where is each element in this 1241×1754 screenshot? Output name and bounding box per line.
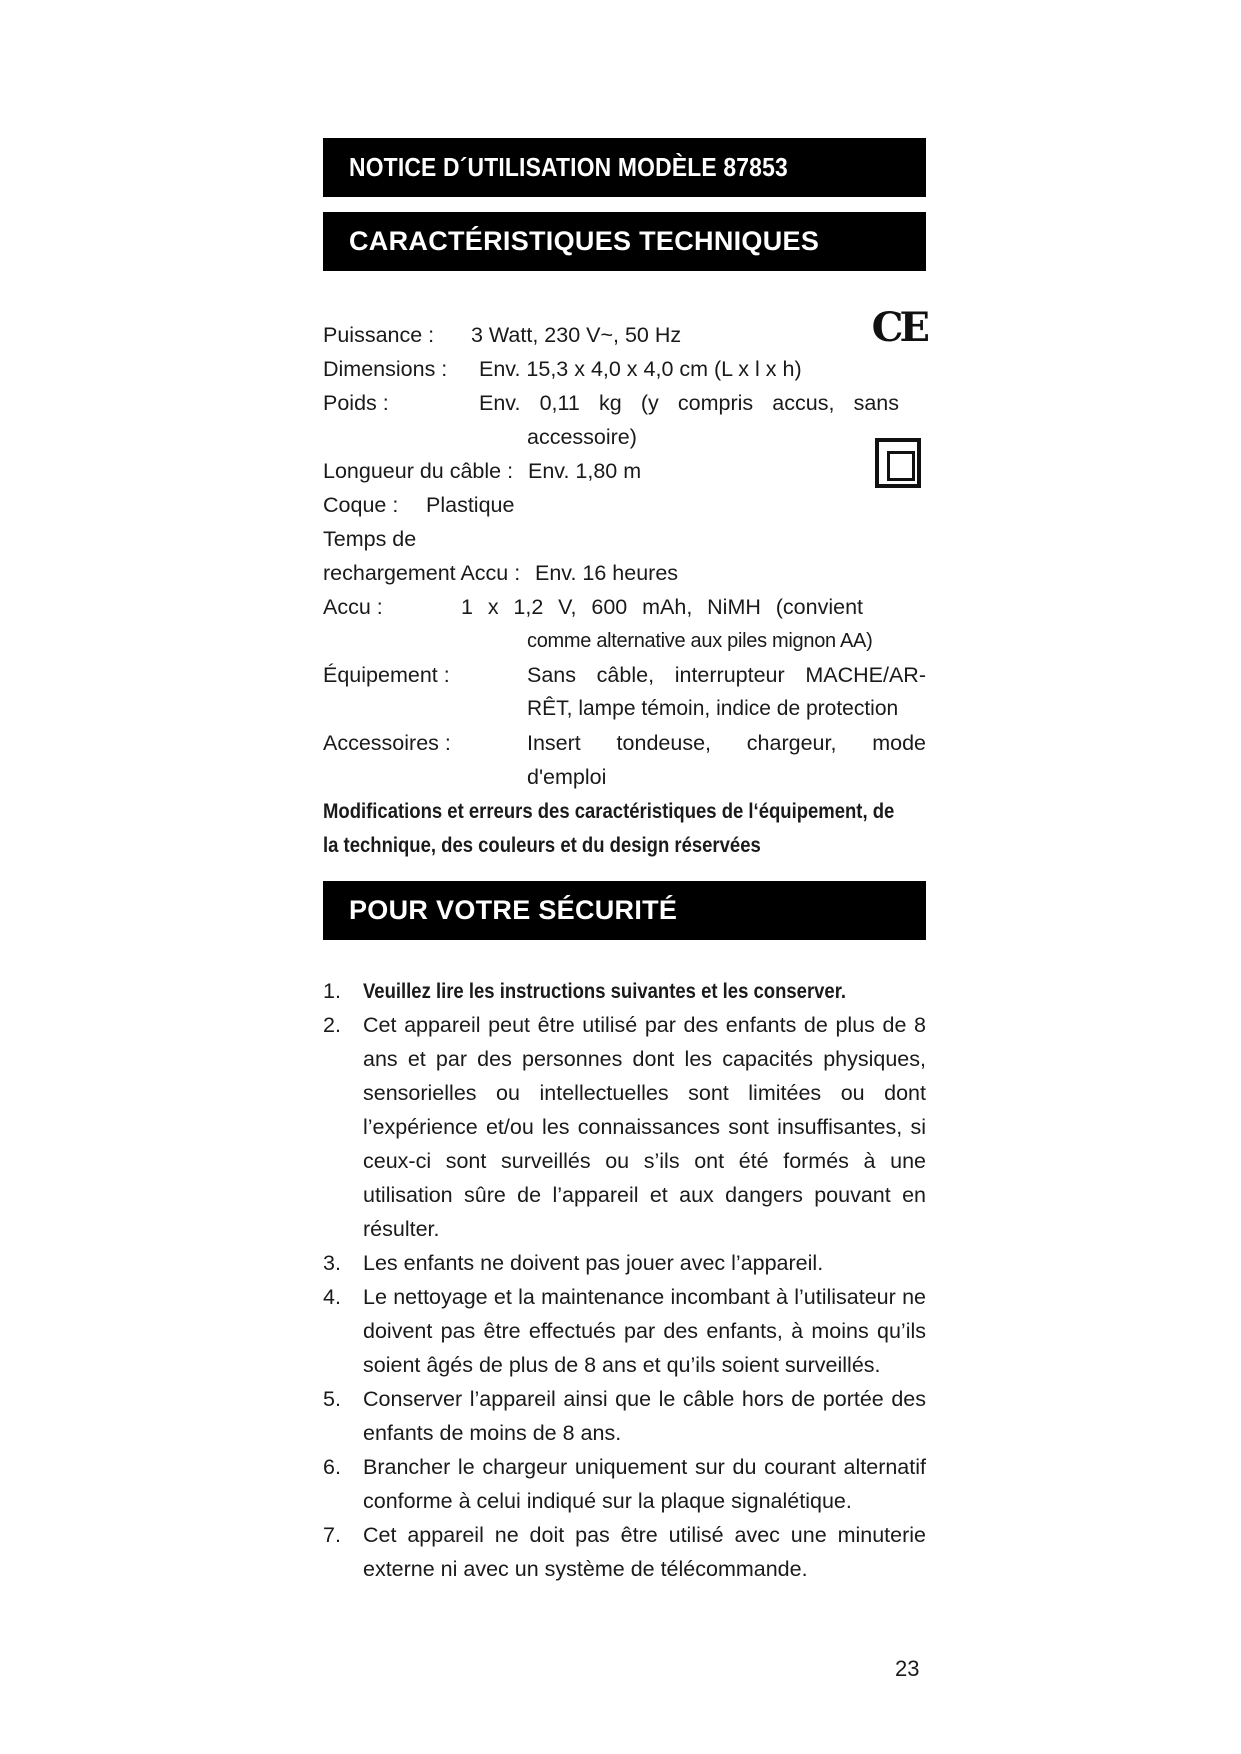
spec-label: Temps de <box>323 527 417 551</box>
list-item-text: Brancher le chargeur uniquement sur du courant alternatif conforme à celui indiqué sur la plaque signalétique. <box>363 1455 926 1513</box>
spec-label: Accessoires : <box>323 731 451 755</box>
document-title: NOTICE D´UTILISATION MODÈLE 87853 <box>349 152 788 182</box>
list-item-number: 2. <box>323 1013 341 1037</box>
spec-value: Insert tondeuse, chargeur, mode <box>527 731 926 755</box>
safety-section-title: POUR VOTRE SÉCURITÉ <box>349 895 678 925</box>
specs-section-title: CARACTÉRISTIQUES TECHNIQUES <box>349 226 820 256</box>
spec-row-accu-cont <box>323 624 926 658</box>
list-item <box>323 1008 926 1246</box>
spec-value: Env. 15,3 x 4,0 x 4,0 cm (L x l x h) <box>479 357 802 381</box>
spec-label: Dimensions : <box>323 357 448 381</box>
spec-label: Accu : <box>323 595 383 619</box>
spec-row-dimensions <box>323 352 926 386</box>
spec-value: comme alternative aux piles mignon AA) <box>527 630 873 652</box>
spec-value: 3 Watt, 230 V~, 50 Hz <box>471 323 682 347</box>
spec-value: Sans câble, interrupteur MACHE/AR- <box>527 663 926 687</box>
spec-label: Puissance : <box>323 323 435 347</box>
list-item <box>323 1518 926 1586</box>
spec-row-puissance <box>323 318 926 352</box>
spec-row-coque <box>323 488 926 522</box>
spec-row-accessoires <box>323 726 926 760</box>
list-item <box>323 1246 926 1280</box>
spec-value: d'emploi <box>527 765 607 789</box>
list-item-number: 3. <box>323 1251 341 1275</box>
spec-value: Env. 0,11 kg (y compris accus, sans <box>479 391 899 415</box>
spec-row-accessoires-cont <box>323 760 926 794</box>
page-number: 23 <box>895 1656 920 1681</box>
spec-label: Longueur du câble : <box>323 459 514 483</box>
list-item <box>323 974 926 1008</box>
spec-row-accu <box>323 590 926 624</box>
spec-row-poids-cont <box>323 420 926 454</box>
list-item-text: Conserver l’appareil ainsi que le câble hors de portée des enfants de moins de 8 ans. <box>363 1387 926 1445</box>
safety-section-banner <box>323 881 926 940</box>
list-item-number: 1. <box>323 979 341 1003</box>
document-page <box>323 138 926 1586</box>
list-item-number: 5. <box>323 1387 341 1411</box>
spec-value: Env. 16 heures <box>535 561 679 585</box>
spec-row-temps-cont <box>323 556 926 590</box>
safety-instructions-list <box>323 974 926 1586</box>
modifications-notice-line-1: Modifications et erreurs des caractéristiques de l‘équipement, de <box>323 799 895 823</box>
spec-row-equipement-cont <box>323 692 926 726</box>
title-banner <box>323 138 926 197</box>
list-item-text: Cet appareil ne doit pas être utilisé avec une minuterie externe ni avec un système de télécommande. <box>363 1523 926 1581</box>
spec-value: Env. 1,80 m <box>528 459 642 483</box>
spec-value: RÊT, lampe témoin, indice de protection <box>527 697 899 720</box>
list-item-text: Veuillez lire les instructions suivantes et les conserver. <box>363 979 847 1003</box>
spec-value: Plastique <box>426 493 515 517</box>
list-item <box>323 1450 926 1518</box>
list-item-text: Cet appareil peut être utilisé par des enfants de plus de 8 ans et par des personnes dont les capacités physiques, sensorielles ou intellectuelles sont limitées ou dont l’expérience et/ou les connaissances sont insuffisantes, si ceux-ci sont surveillés ou s’ils ont été formés à une utilisation sûre de l’appareil et aux dangers pouvant en résulter. <box>363 1013 926 1241</box>
spec-label: Coque : <box>323 493 399 517</box>
list-item-number: 7. <box>323 1523 341 1547</box>
modifications-notice-line-2: la technique, des couleurs et du design réservées <box>323 833 761 857</box>
ce-mark-icon: CE <box>871 304 926 351</box>
spec-label: Poids : <box>323 391 389 415</box>
list-item <box>323 1280 926 1382</box>
list-item-number: 6. <box>323 1455 341 1479</box>
list-item-text: Le nettoyage et la maintenance incombant à l’utilisateur ne doivent pas être effectués par des enfants, à moins qu’ils soient âgés de plus de 8 ans et qu’ils soient surveillés. <box>363 1285 926 1377</box>
list-item <box>323 1382 926 1450</box>
spec-label: rechargement Accu : <box>323 561 521 585</box>
spec-row-temps <box>323 522 926 556</box>
spec-value: 1 x 1,2 V, 600 mAh, NiMH (convient <box>461 595 863 619</box>
spec-value: accessoire) <box>527 425 637 449</box>
list-item-text: Les enfants ne doivent pas jouer avec l’appareil. <box>363 1251 824 1275</box>
spec-label: Équipement : <box>323 663 450 687</box>
list-item-number: 4. <box>323 1285 341 1309</box>
specifications-block <box>323 304 926 862</box>
spec-row-cable <box>323 454 926 488</box>
spec-row-equipement <box>323 658 926 692</box>
spec-row-poids <box>323 386 926 420</box>
specs-section-banner <box>323 212 926 271</box>
